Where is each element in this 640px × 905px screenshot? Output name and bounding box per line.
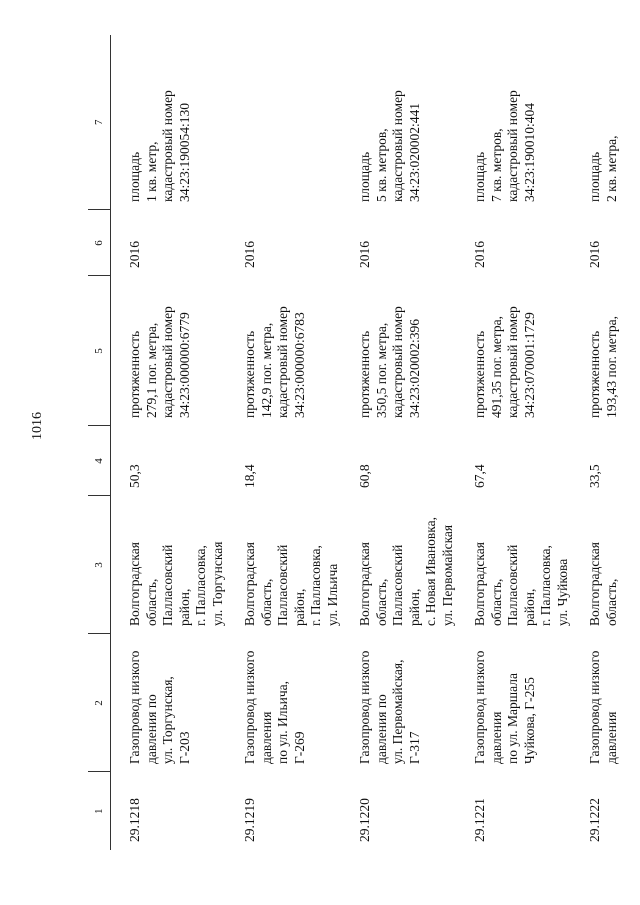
column-header: 7 [88,35,111,210]
table-row [456,35,571,850]
object-name: Газопровод низкого давления по ул. Ильича, Г-269 [242,650,307,764]
row-number: 29.1220 [357,798,372,842]
object-address: Волгоградская область, [587,542,619,626]
object-address: Волгоградская область, Палласовский район, г. Палласовка, ул. Чуйкова [472,542,570,626]
column-header: 5 [88,276,111,426]
registry-table [88,35,627,850]
object-value: 67,4 [472,464,487,488]
object-address: Волгоградская область, Палласовский район, с. Новая Ивановка, ул. Первомайская [357,516,455,626]
column-header: 3 [88,496,111,634]
table-row [226,35,341,850]
object-year: 2016 [242,241,257,268]
object-year: 2016 [127,241,142,268]
object-area: площадь 7 кв. метров, кадастровый номер 34:23:190010:404 [472,90,537,202]
table-row [111,35,227,850]
column-header: 1 [88,772,111,850]
object-year: 2016 [587,241,602,268]
object-area: площадь 1 кв. метр, кадастровый номер 34:23:190054:130 [127,90,192,202]
object-value: 33,5 [587,464,602,488]
object-address: Волгоградская область, Палласовский район, г. Палласовка, ул. Торгунская [127,541,225,626]
row-number: 29.1219 [242,798,257,842]
object-name: Газопровод низкого давления по ул. Маршала Чуйкова, Г-255 [472,650,537,764]
object-name: Газопровод низкого давления по ул. Торгунская, Г-203 [127,650,192,764]
column-header: 2 [88,634,111,772]
object-length: протяженность 350,5 пог. метра, кадастровый номер 34:23:020002:396 [357,306,422,418]
row-number: 29.1221 [472,798,487,842]
page-number: 1016 [30,412,45,440]
object-area: площадь 2 кв. метра, [587,135,619,202]
object-value: 60,8 [357,464,372,488]
object-length: протяженность 279,1 пог. метра, кадастровый номер 34:23:000000:6779 [127,306,192,418]
table-row [341,35,456,850]
object-name: Газопровод низкого давления по ул. Первомайская, Г-317 [357,650,422,764]
object-length: протяженность 193,43 пог. метра, [587,316,619,418]
object-year: 2016 [357,241,372,268]
table-row [571,35,627,850]
object-value: 18,4 [242,464,257,488]
object-value: 50,3 [127,464,142,488]
document-page [88,35,619,850]
column-header: 4 [88,426,111,496]
row-number: 29.1222 [587,798,602,842]
column-header: 6 [88,210,111,276]
object-area: площадь 5 кв. метров, кадастровый номер 34:23:020002:441 [357,90,422,202]
object-year: 2016 [472,241,487,268]
object-length: протяженность 491,35 пог. метра, кадастровый номер 34:23:070001:1729 [472,306,537,418]
column-number-row [88,35,111,850]
object-name: Газопровод низкого давления [587,650,619,764]
row-number: 29.1218 [127,798,142,842]
object-address: Волгоградская область, Палласовский район, г. Палласовка, ул. Ильича [242,542,340,626]
object-length: протяженность 142,9 пог. метра, кадастровый номер 34:23:000000:6783 [242,306,307,418]
